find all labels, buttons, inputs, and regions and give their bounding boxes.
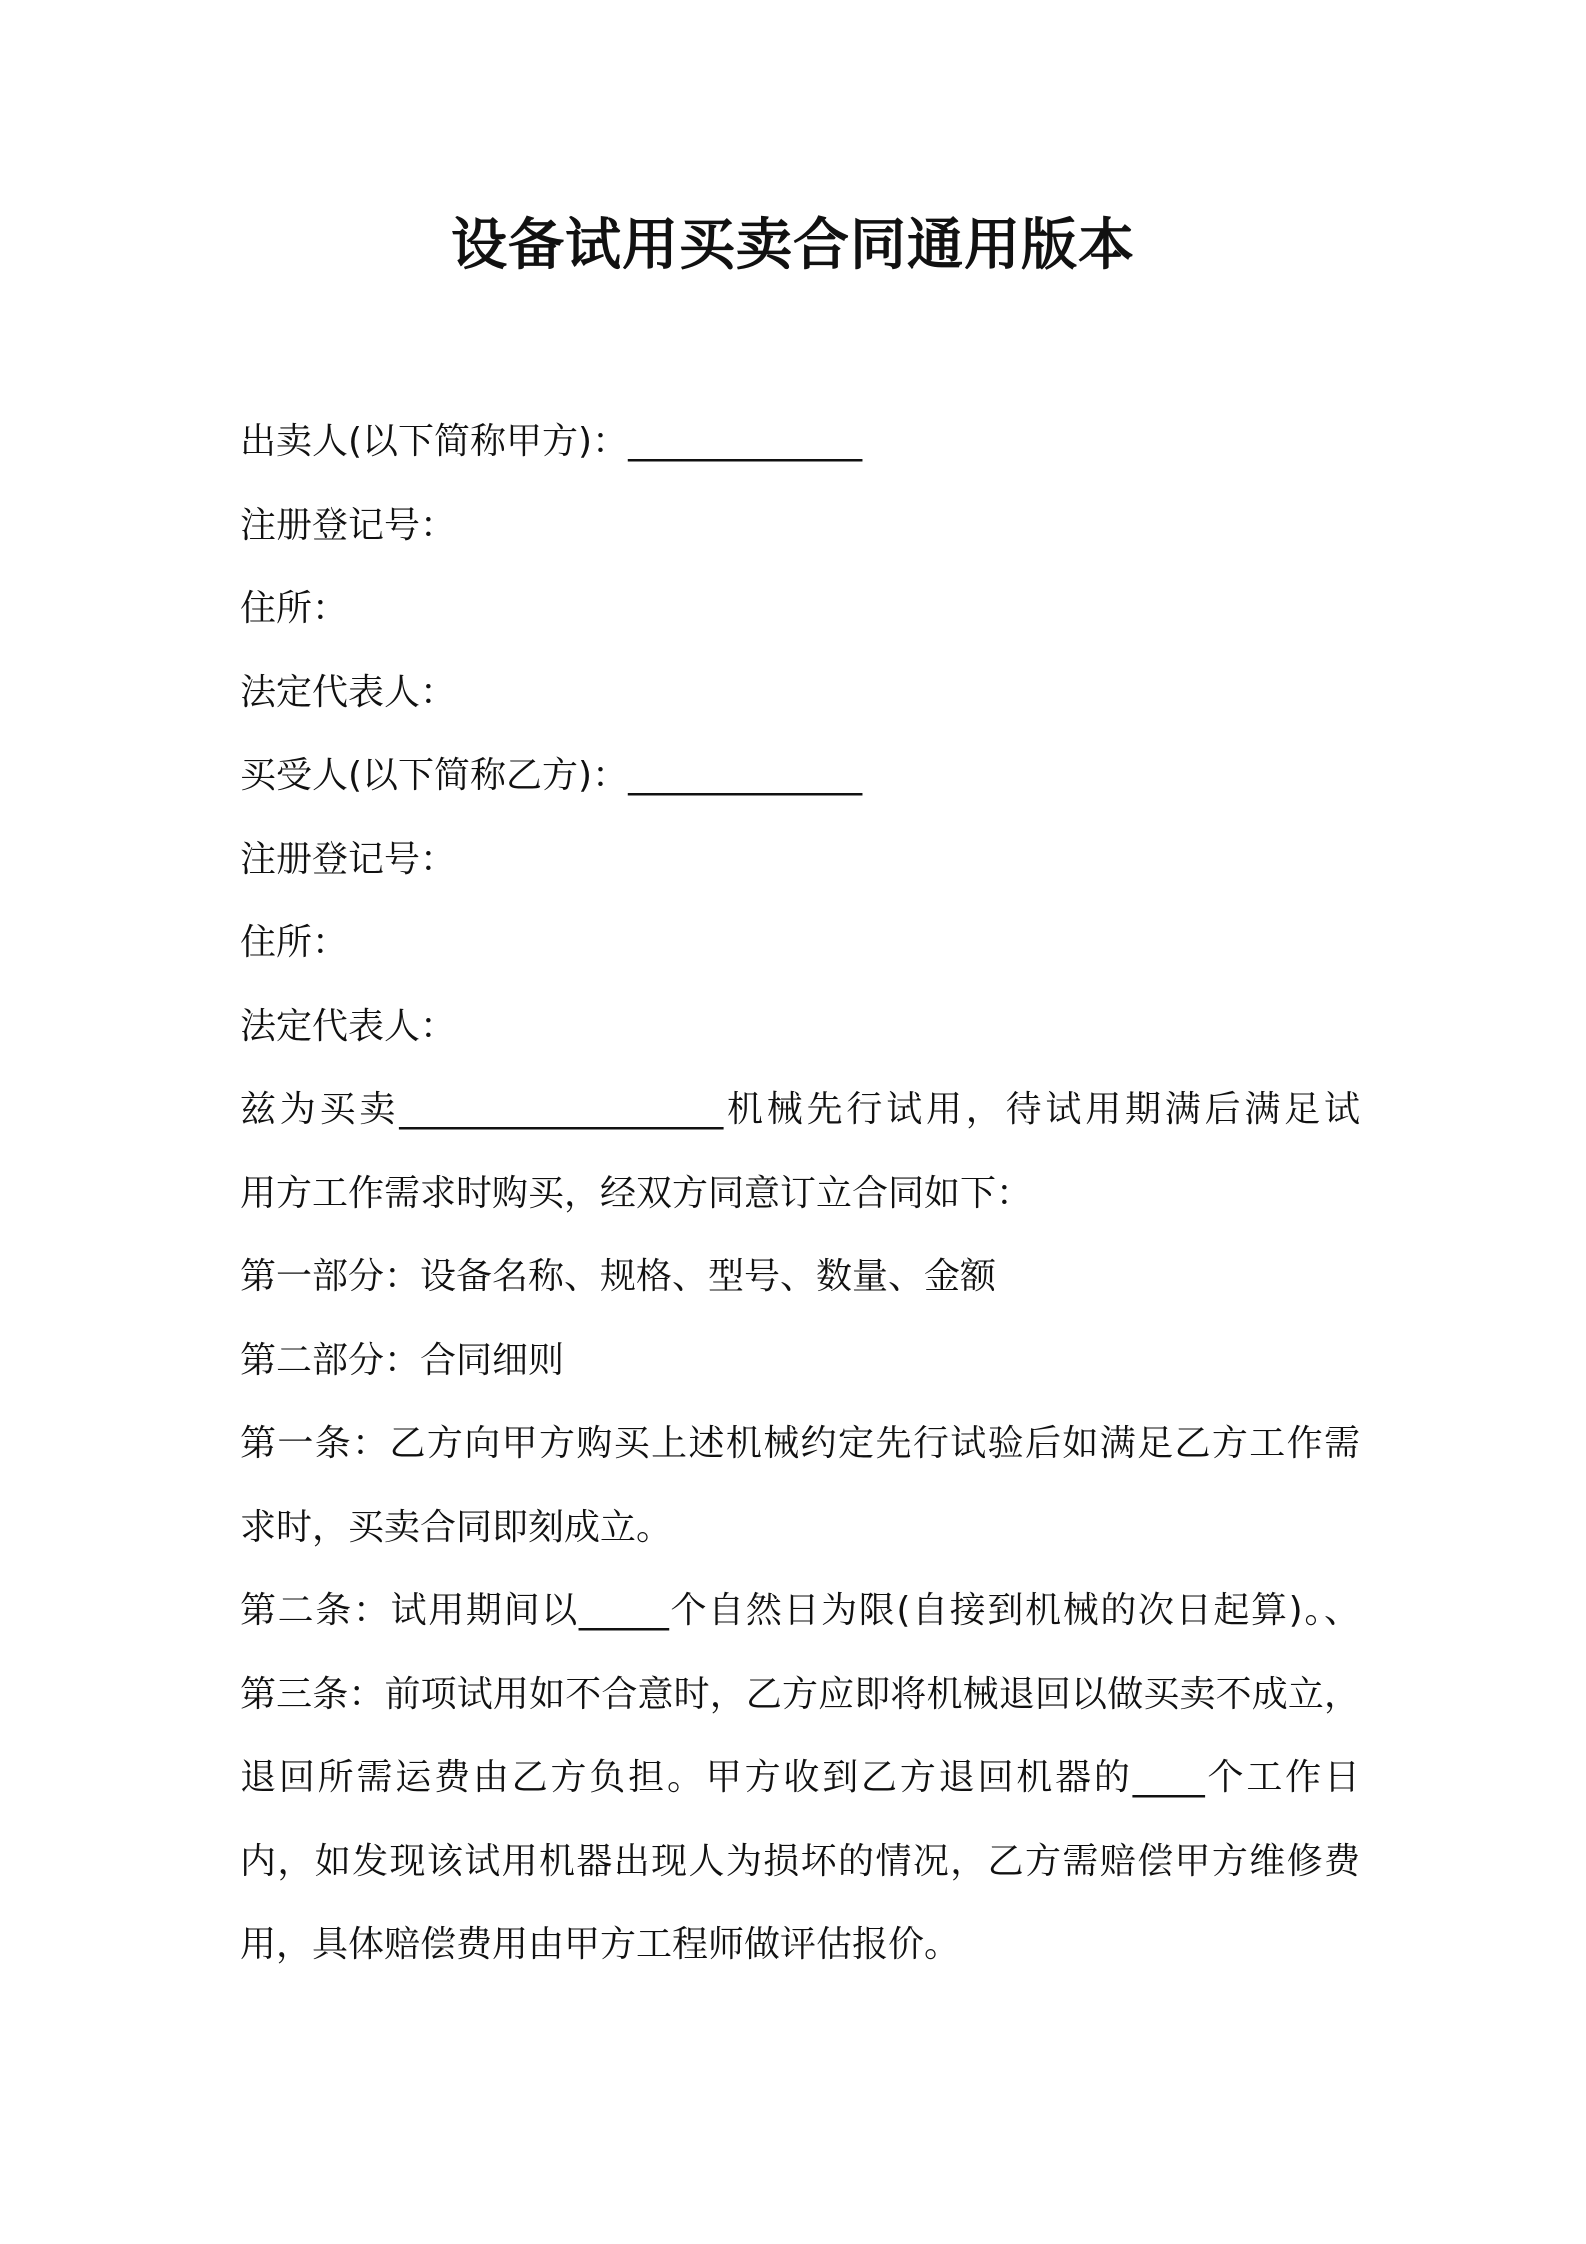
preamble-line-2: 用方工作需求时购买，经双方同意订立合同如下： — [240, 1172, 1033, 1214]
article-three-line-2: 退回所需运费由乙方负担。甲方收到乙方退回机器的____个工作日 — [240, 1757, 1360, 1798]
seller-line: 出卖人(以下简称甲方)：_____________ — [240, 421, 863, 462]
article-one-line-1: 第一条：乙方向甲方购买上述机械约定先行试验后如满足乙方工作需 — [240, 1423, 1360, 1464]
document-title: 设备试用买卖合同通用版本 — [451, 213, 1135, 278]
buyer-line: 买受人(以下简称乙方)：_____________ — [240, 755, 863, 796]
seller-legal-rep-line: 法定代表人： — [240, 671, 457, 713]
document-body — [240, 400, 1360, 1987]
buyer-legal-rep-line: 法定代表人： — [240, 1005, 457, 1047]
article-three-line-4: 用，具体赔偿费用由甲方工程师做评估报价。 — [240, 1924, 961, 1965]
buyer-address-line: 住所： — [240, 922, 349, 963]
seller-registration-line: 注册登记号： — [240, 504, 457, 546]
seller-address-line: 住所： — [240, 588, 349, 629]
part-one-heading: 第一部分：设备名称、规格、型号、数量、金额 — [240, 1256, 997, 1297]
buyer-registration-line: 注册登记号： — [240, 838, 457, 880]
article-one-line-2: 求时，买卖合同即刻成立。 — [240, 1506, 673, 1548]
article-two-line: 第二条：试用期间以_____个自然日为限(自接到机械的次日起算)。、 — [240, 1590, 1360, 1631]
article-three-line-1: 第三条：前项试用如不合意时，乙方应即将机械退回以做买卖不成立， — [240, 1673, 1360, 1715]
part-two-heading: 第二部分：合同细则 — [240, 1339, 565, 1381]
article-three-line-3: 内，如发现该试用机器出现人为损坏的情况，乙方需赔偿甲方维修费 — [240, 1840, 1360, 1882]
preamble-line-1: 兹为买卖__________________机械先行试用，待试用期满后满足试 — [240, 1089, 1360, 1130]
